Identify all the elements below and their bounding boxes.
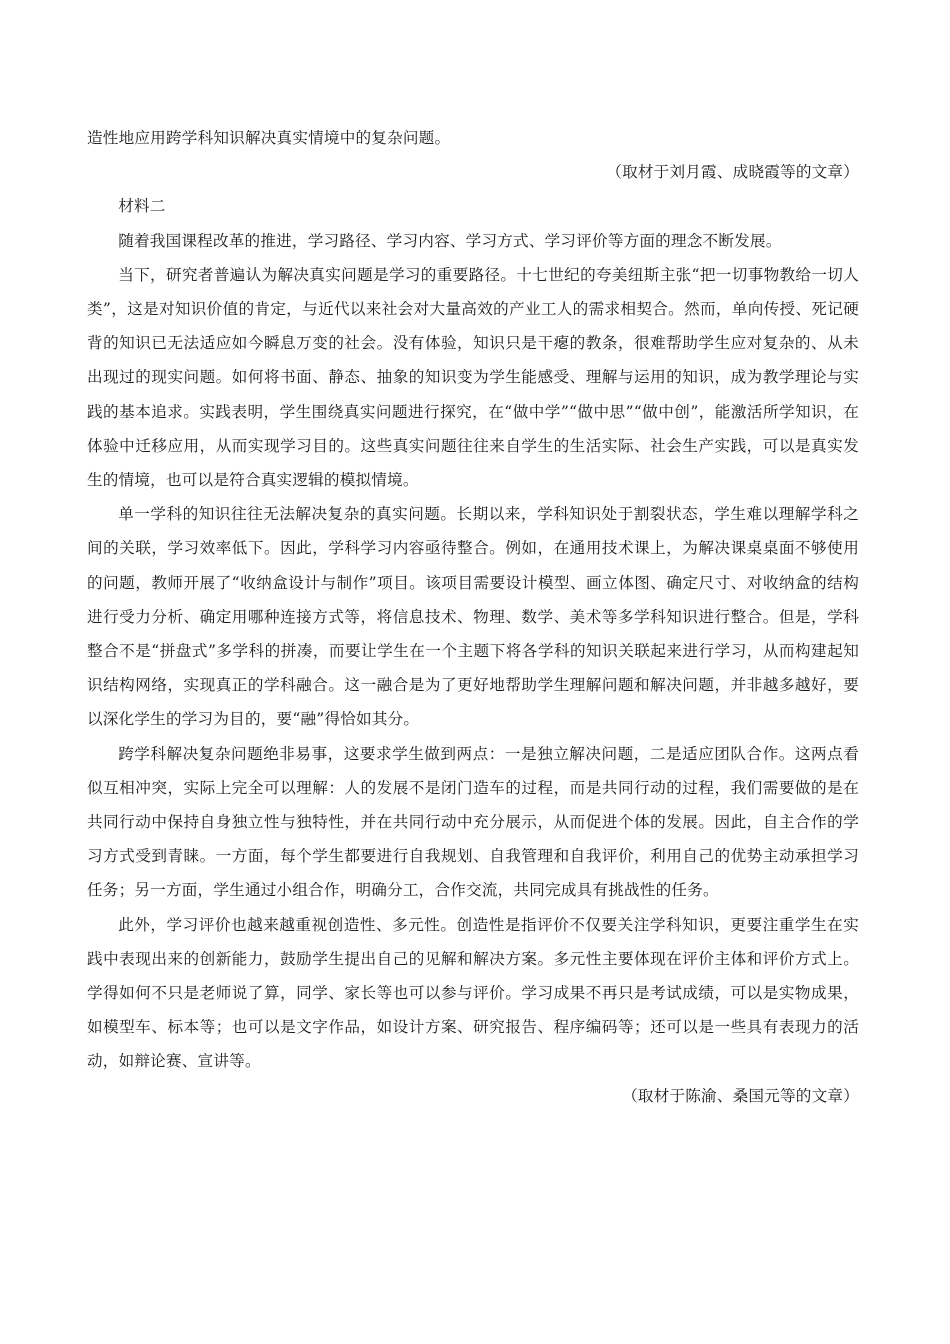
paragraph-4: 跨学科解决复杂问题绝非易事，这要求学生做到两点：一是独立解决问题，二是适应团队合作。这两点看似互相冲突，实际上完全可以理解：人的发展不是闭门造车的过程，而是共同行动的过程，我们需要做的是在共同行动中保持自身独立性与独特性，并在共同行动中充分展示，从而促进个体的发展。因此，自主合作的学习方式受到青睐。一方面，每个学生都要进行自我规划、自我管理和自我评价，利用自己的优势主动承担学习任务；另一方面，学生通过小组合作，明确分工，合作交流，共同完成具有挑战性的任务。: [87, 744, 859, 900]
paragraph-1: 随着我国课程改革的推进，学习路径、学习内容、学习方式、学习评价等方面的理念不断发展。: [118, 231, 782, 250]
material-heading: 材料二: [118, 197, 166, 216]
source-citation-1: （取材于刘月霞、成晓霞等的文章）: [606, 163, 859, 182]
paragraph-2: 当下，研究者普遍认为解决真实问题是学习的重要路径。十七世纪的夸美纽斯主张“把一切事物教给一切人类”，这是对知识价值的肯定，与近代以来社会对大量高效的产业工人的需求相契合。然而，单向传授、死记硬背的知识已无法适应如今瞬息万变的社会。没有体验，知识只是干瘪的教条，很难帮助学生应对复杂的、从未出现过的现实问题。如何将书面、静态、抽象的知识变为学生能感受、理解与运用的知识，成为教学理论与实践的基本追求。实践表明，学生围绕真实问题进行探究，在“做中学”“做中思”“做中创”，能激活所学知识，在体验中迁移应用，从而实现学习目的。这些真实问题往往来自学生的生活实际、社会生产实践，可以是真实发生的情境，也可以是符合真实逻辑的模拟情境。: [87, 265, 859, 490]
article-body: [87, 121, 859, 1113]
intro-tail-text: 造性地应用跨学科知识解决真实情境中的复杂问题。: [87, 129, 451, 147]
source-citation-2: （取材于陈渝、桑国元等的文章）: [622, 1086, 859, 1105]
paragraph-5: 此外，学习评价也越来越重视创造性、多元性。创造性是指评价不仅要关注学科知识，更要注重学生在实践中表现出来的创新能力，鼓励学生提出自己的见解和解决方案。多元性主要体现在评价主体和评价方式上。学得如何不只是老师说了算，同学、家长等也可以参与评价。学习成果不再只是考试成绩，可以是实物成果，如模型车、标本等；也可以是文字作品，如设计方案、研究报告、程序编码等；还可以是一些具有表现力的活动，如辩论赛、宣讲等。: [87, 915, 859, 1071]
paragraph-3: 单一学科的知识往往无法解决复杂的真实问题。长期以来，学科知识处于割裂状态，学生难以理解学科之间的关联，学习效率低下。因此，学科学习内容亟待整合。例如，在通用技术课上，为解决课桌桌面不够使用的问题，教师开展了“收纳盒设计与制作”项目。该项目需要设计模型、画立体图、确定尺寸、对收纳盒的结构进行受力分析、确定用哪种连接方式等，将信息技术、物理、数学、美术等多学科知识进行整合。但是，学科整合不是“拼盘式”多学科的拼凑，而要让学生在一个主题下将各学科的知识关联起来进行学习，从而构建起知识结构网络，实现真正的学科融合。这一融合是为了更好地帮助学生理解问题和解决问题，并非越多越好，要以深化学生的学习为目的，要“融”得恰如其分。: [87, 505, 859, 729]
